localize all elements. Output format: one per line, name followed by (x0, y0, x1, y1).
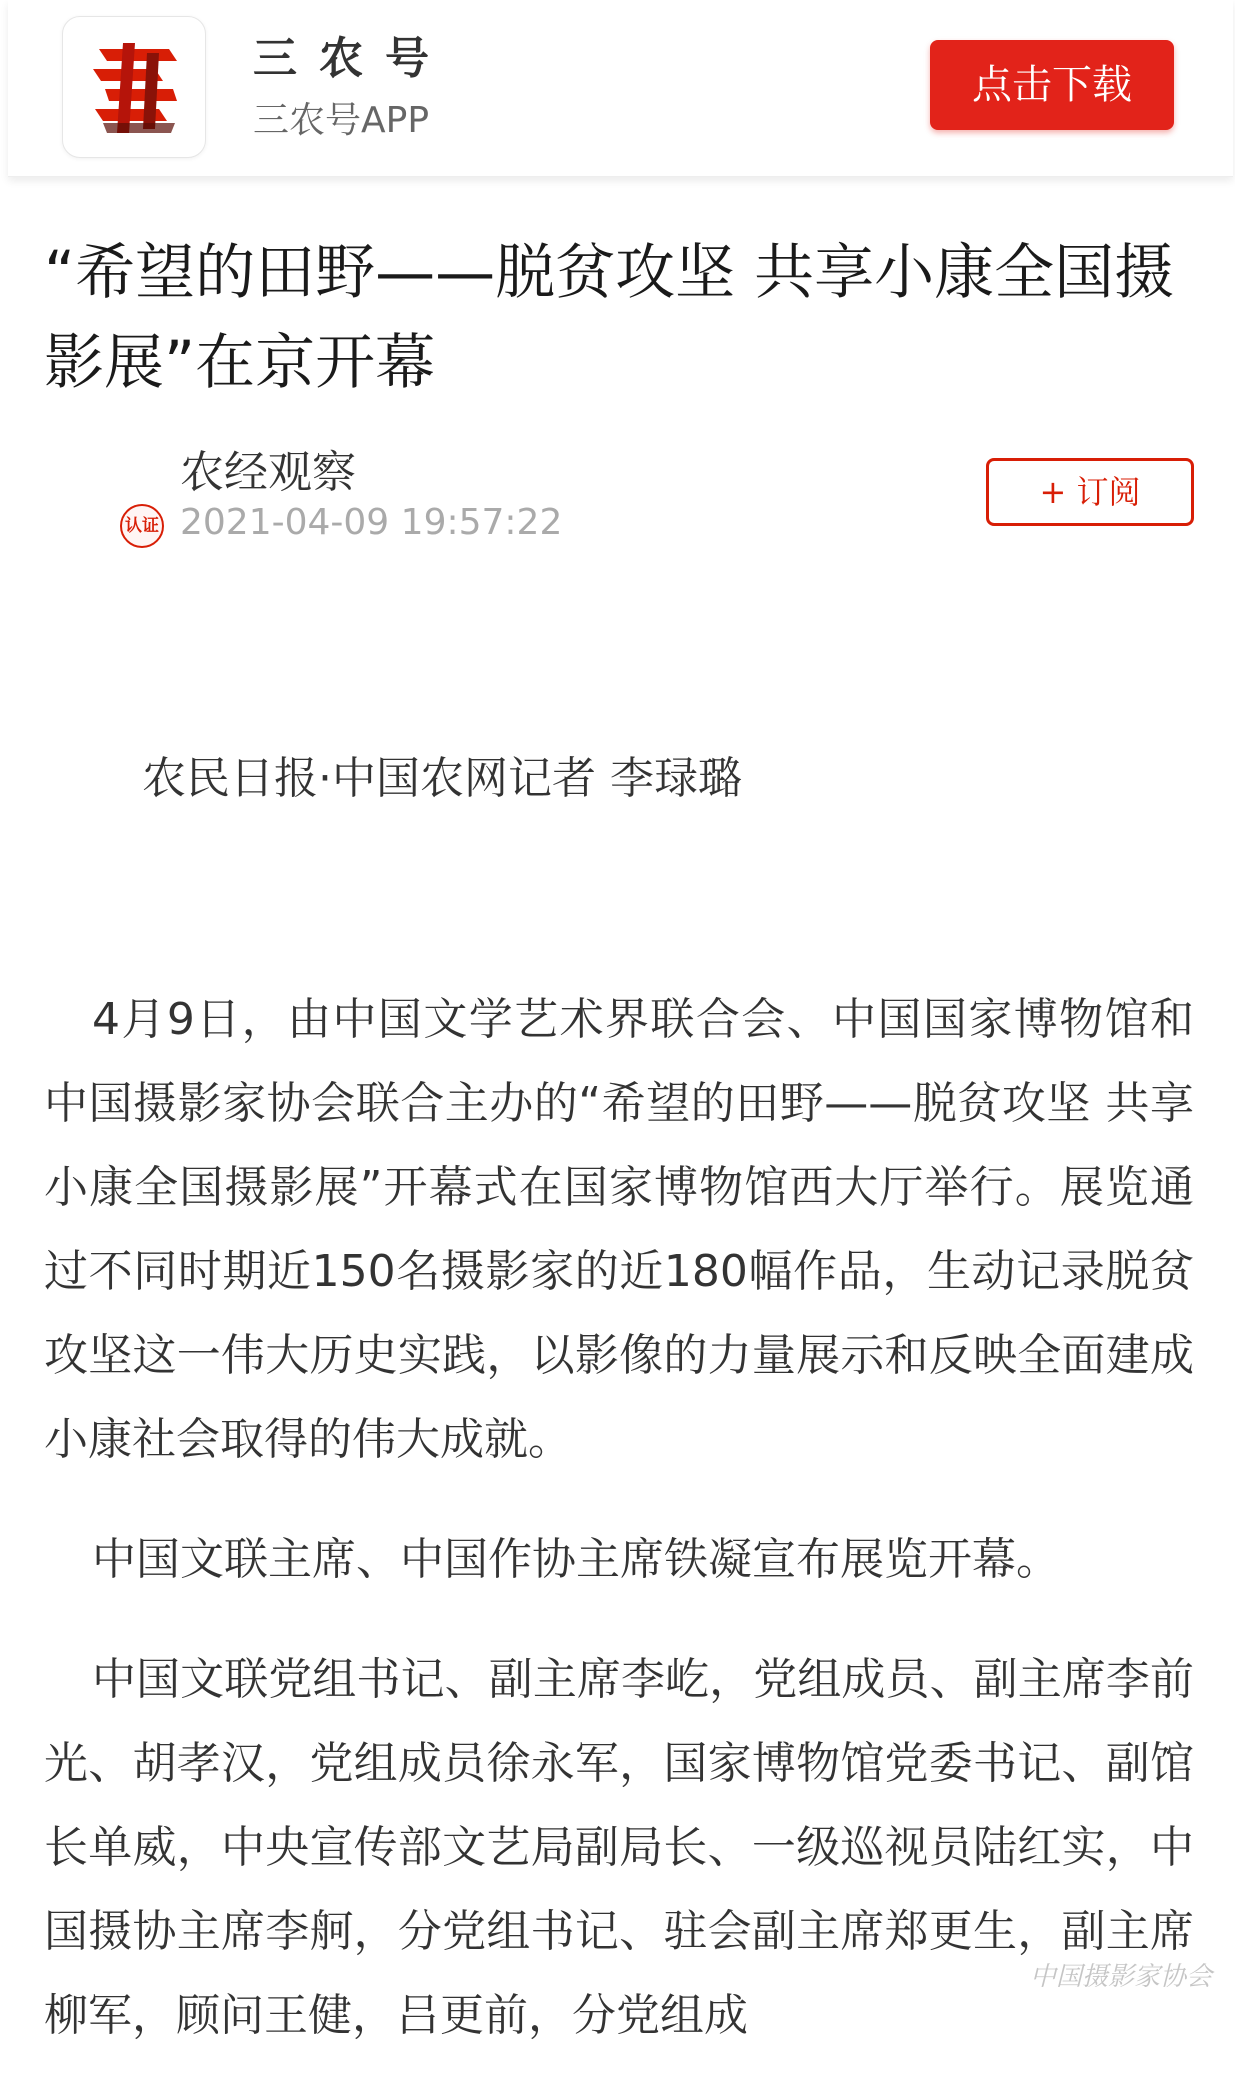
sannonghao-logo-icon (85, 39, 183, 137)
article-title: “希望的田野——脱贫攻坚 共享小康全国摄影展”在京开幕 (44, 238, 1175, 398)
article-body (44, 978, 1194, 2094)
app-download-banner (8, 0, 1233, 177)
app-subtitle: 三农号APP (253, 100, 430, 141)
article-paragraph: 4月9日，由中国文学艺术界联合会、中国国家博物馆和中国摄影家协会联合主办的“希望的田野——脱贫攻坚 共享小康全国摄影展”开幕式在国家博物馆西大厅举行。展览通过不同时期近150名摄影家的近180幅作品，生动记录脱贫攻坚这一伟大历史实践，以影像的力量展示和反映全面建成小康社会取得的伟大成就。 (44, 994, 1194, 1465)
app-logo[interactable] (62, 16, 206, 158)
subscribe-button[interactable]: + 订阅 (986, 458, 1194, 526)
article-paragraph: 中国文联党组书记、副主席李屹，党组成员、副主席李前光、胡孝汉，党组成员徐永军，国家博物馆党委书记、副馆长单威，中央宣传部文艺局副局长、一级巡视员陆红实，中国摄协主席李舸，分党组书记、驻会副主席郑更生，副主席柳军，顾问王健，吕更前，分党组成 (44, 1654, 1194, 2041)
verified-badge-icon: 认证 (120, 504, 164, 548)
publish-time: 2021-04-09 19:57:22 (180, 502, 563, 543)
app-name: 三农号 (253, 33, 451, 84)
author-name[interactable]: 农经观察 (180, 447, 356, 498)
download-button[interactable]: 点击下载 (930, 40, 1174, 130)
article-byline: 农民日报·中国农网记者 李琭璐 (142, 753, 742, 804)
watermark: 中国摄影家协会 (1030, 1962, 1213, 1992)
article-paragraph: 中国文联主席、中国作协主席铁凝宣布展览开幕。 (92, 1534, 1060, 1585)
